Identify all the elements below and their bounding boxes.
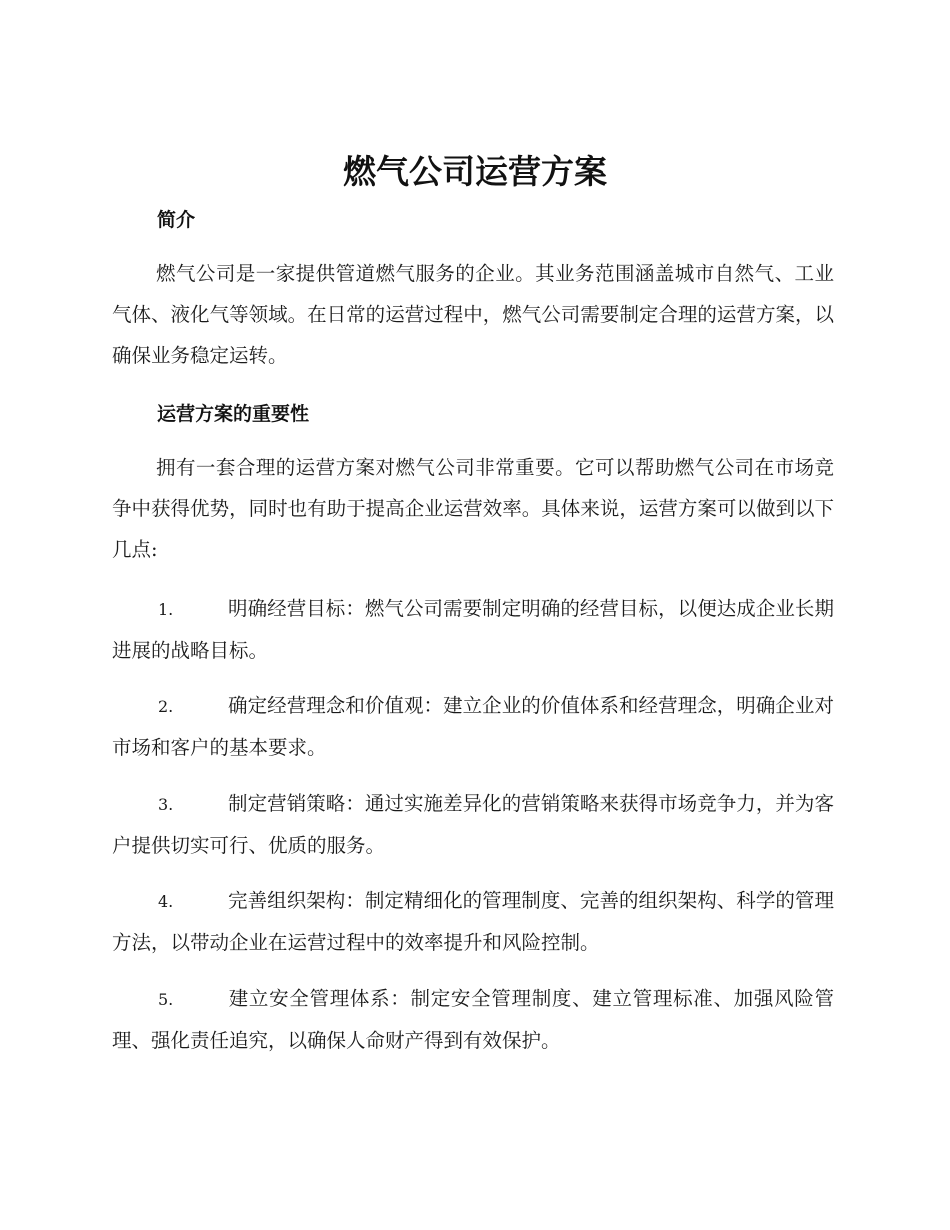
- list-item: [112, 880, 834, 963]
- list-item-text: 确定经营理念和价值观：建立企业的价值体系和经营理念，明确企业对市场和客户的基本要求。: [112, 694, 834, 759]
- document-title: 燃气公司运营方案: [343, 152, 607, 191]
- list-item-number: 3.: [158, 795, 174, 814]
- list-item-text: 建立安全管理体系：制定安全管理制度、建立管理标准、加强风险管理、强化责任追究，以确保人命财产得到有效保护。: [112, 987, 834, 1052]
- list-item-text: 制定营销策略：通过实施差异化的营销策略来获得市场竞争力，并为客户提供切实可行、优质的服务。: [112, 792, 834, 857]
- section-heading-intro: 简介: [157, 209, 196, 231]
- list-item: [112, 978, 834, 1061]
- list-item: [112, 685, 834, 768]
- list-item-text: 完善组织架构：制定精细化的管理制度、完善的组织架构、科学的管理方法，以带动企业在运营过程中的效率提升和风险控制。: [112, 889, 834, 954]
- section-paragraph-importance: 拥有一套合理的运营方案对燃气公司非常重要。它可以帮助燃气公司在市场竞争中获得优势，同时也有助于提高企业运营效率。具体来说，运营方案可以做到以下几点:: [112, 456, 834, 561]
- list-item-number: 4.: [158, 892, 174, 911]
- list-item-number: 5.: [158, 990, 174, 1009]
- list-item-number: 2.: [158, 697, 174, 716]
- section-paragraph-intro: 燃气公司是一家提供管道燃气服务的企业。其业务范围涵盖城市自然气、工业气体、液化气等领域。在日常的运营过程中，燃气公司需要制定合理的运营方案，以确保业务稳定运转。: [112, 262, 834, 367]
- section-heading-importance: 运营方案的重要性: [157, 403, 310, 425]
- list-item: [112, 588, 834, 671]
- list-item: [112, 783, 834, 866]
- list-item-text: 明确经营目标：燃气公司需要制定明确的经营目标，以便达成企业长期进展的战略目标。: [112, 597, 834, 662]
- list-item-number: 1.: [158, 600, 174, 619]
